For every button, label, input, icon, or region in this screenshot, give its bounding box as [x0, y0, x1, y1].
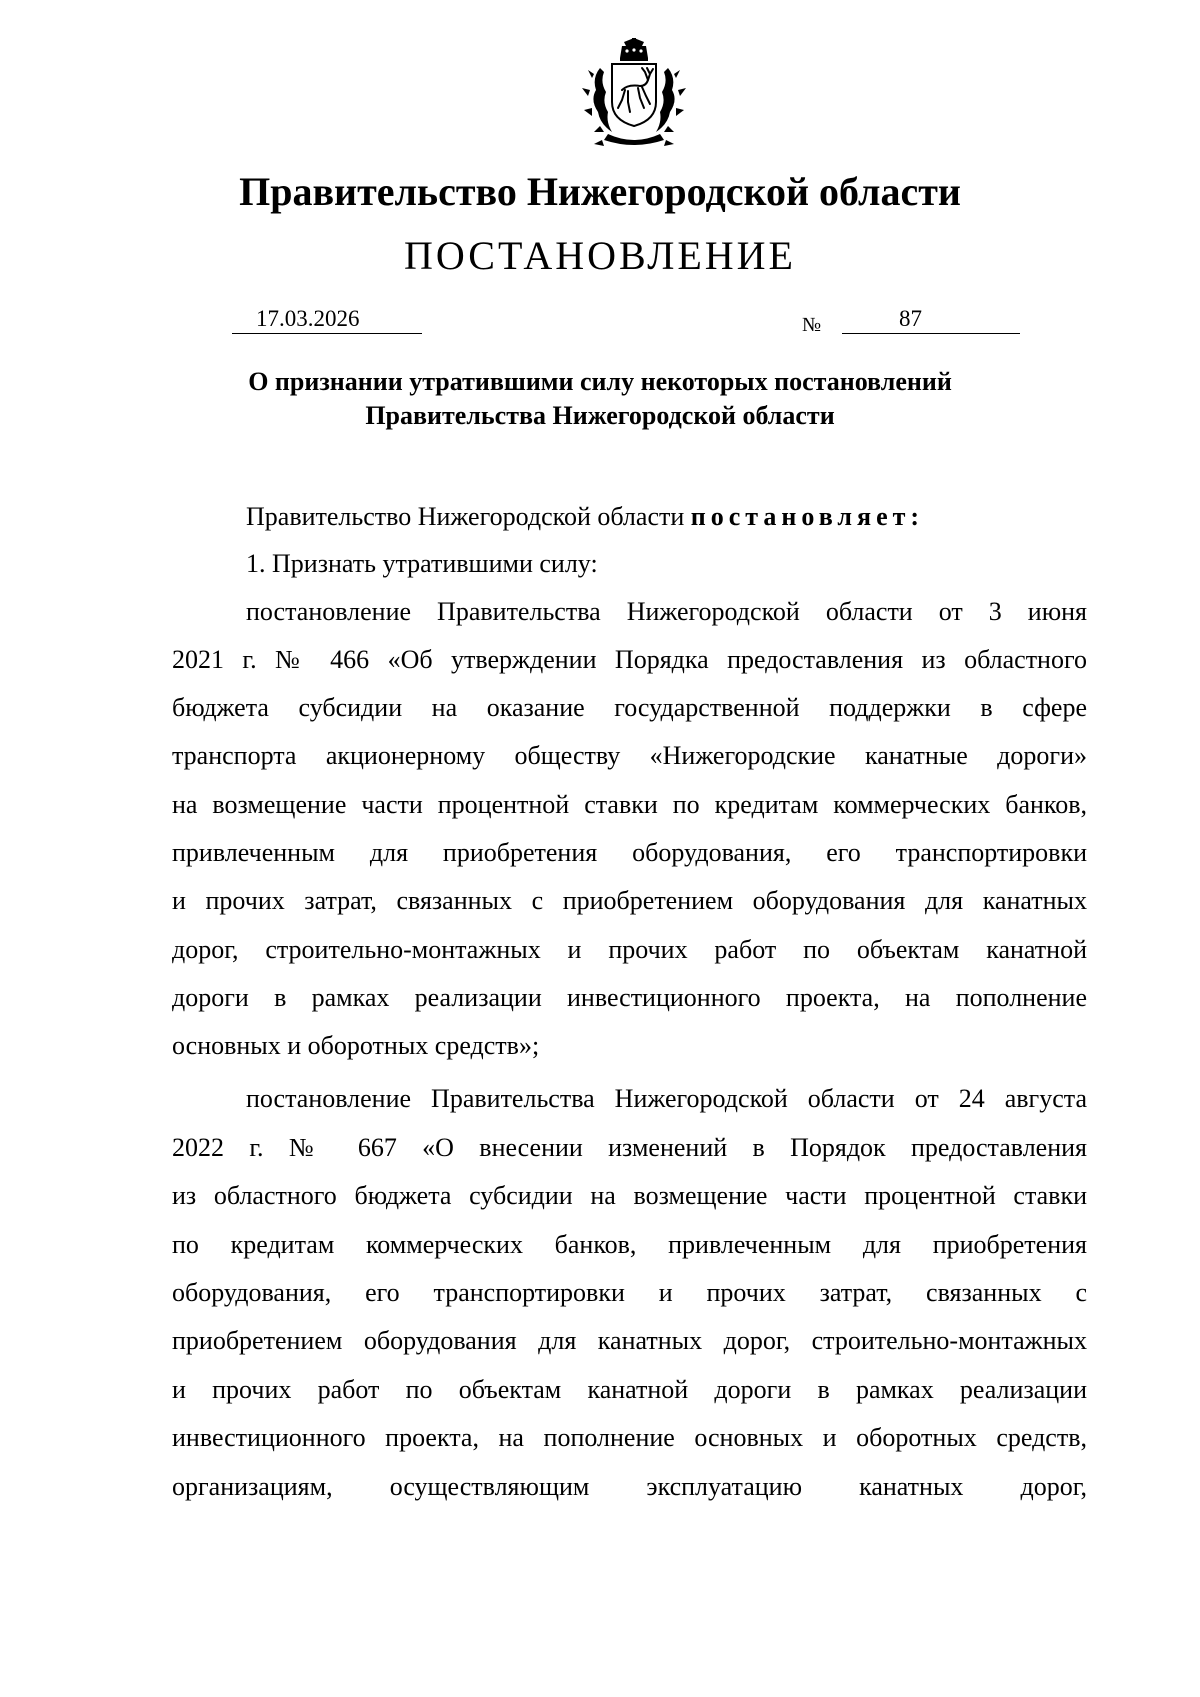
- number-sign: №: [802, 314, 822, 336]
- paragraph-line: 2022 г. № 667 «О внесении изменений в Порядок предоставления: [172, 1133, 1087, 1162]
- government-title: Правительство Нижегородской области: [239, 169, 961, 214]
- preamble-bold: постановляет:: [690, 502, 925, 531]
- subject-line: Правительства Нижегородской области: [365, 401, 835, 430]
- paragraph-line: оборудования, его транспортировки и прочих затрат, связанных с: [172, 1278, 1087, 1307]
- coat-of-arms-emblem: [578, 38, 690, 148]
- document-date: 17.03.2026: [232, 305, 422, 334]
- paragraph-line: и прочих затрат, связанных с приобретением оборудования для канатных: [172, 886, 1087, 915]
- item-1: 1. Признать утратившими силу:: [246, 549, 598, 578]
- paragraph-line: инвестиционного проекта, на пополнение основных и оборотных средств,: [172, 1423, 1087, 1452]
- document-type: ПОСТАНОВЛЕНИЕ: [404, 233, 796, 278]
- document-number: 87: [842, 305, 1020, 334]
- paragraph-line: организациям, осуществляющим эксплуатацию канатных дорог,: [172, 1472, 1087, 1501]
- paragraph-line: транспорта акционерному обществу «Нижегородские канатные дороги»: [172, 741, 1087, 770]
- paragraph-line: привлеченным для приобретения оборудования, его транспортировки: [172, 838, 1087, 867]
- paragraph-line: основных и оборотных средств»;: [172, 1031, 540, 1060]
- paragraph-line: дороги в рамках реализации инвестиционного проекта, на пополнение: [172, 983, 1087, 1012]
- paragraph-line: бюджета субсидии на оказание государственной поддержки в сфере: [172, 693, 1087, 722]
- subject-line: О признании утратившими силу некоторых постановлений: [248, 367, 952, 396]
- paragraph-line: приобретением оборудования для канатных дорог, строительно-монтажных: [172, 1326, 1087, 1355]
- preamble-text: Правительство Нижегородской области: [246, 502, 691, 531]
- preamble: [246, 500, 924, 534]
- paragraph-line: и прочих работ по объектам канатной дороги в рамках реализации: [172, 1375, 1087, 1404]
- paragraph-line: на возмещение части процентной ставки по кредитам коммерческих банков,: [172, 790, 1087, 819]
- paragraph-line: 2021 г. № 466 «Об утверждении Порядка предоставления из областного: [172, 645, 1087, 674]
- paragraph-line: дорог, строительно-монтажных и прочих работ по объектам канатной: [172, 935, 1087, 964]
- paragraph-line: постановление Правительства Нижегородской области от 3 июня: [246, 597, 1087, 626]
- document-subject: [0, 365, 1200, 433]
- paragraph-line: постановление Правительства Нижегородской области от 24 августа: [246, 1084, 1087, 1113]
- paragraph-line: из областного бюджета субсидии на возмещение части процентной ставки: [172, 1181, 1087, 1210]
- paragraph-line: по кредитам коммерческих банков, привлеченным для приобретения: [172, 1230, 1087, 1259]
